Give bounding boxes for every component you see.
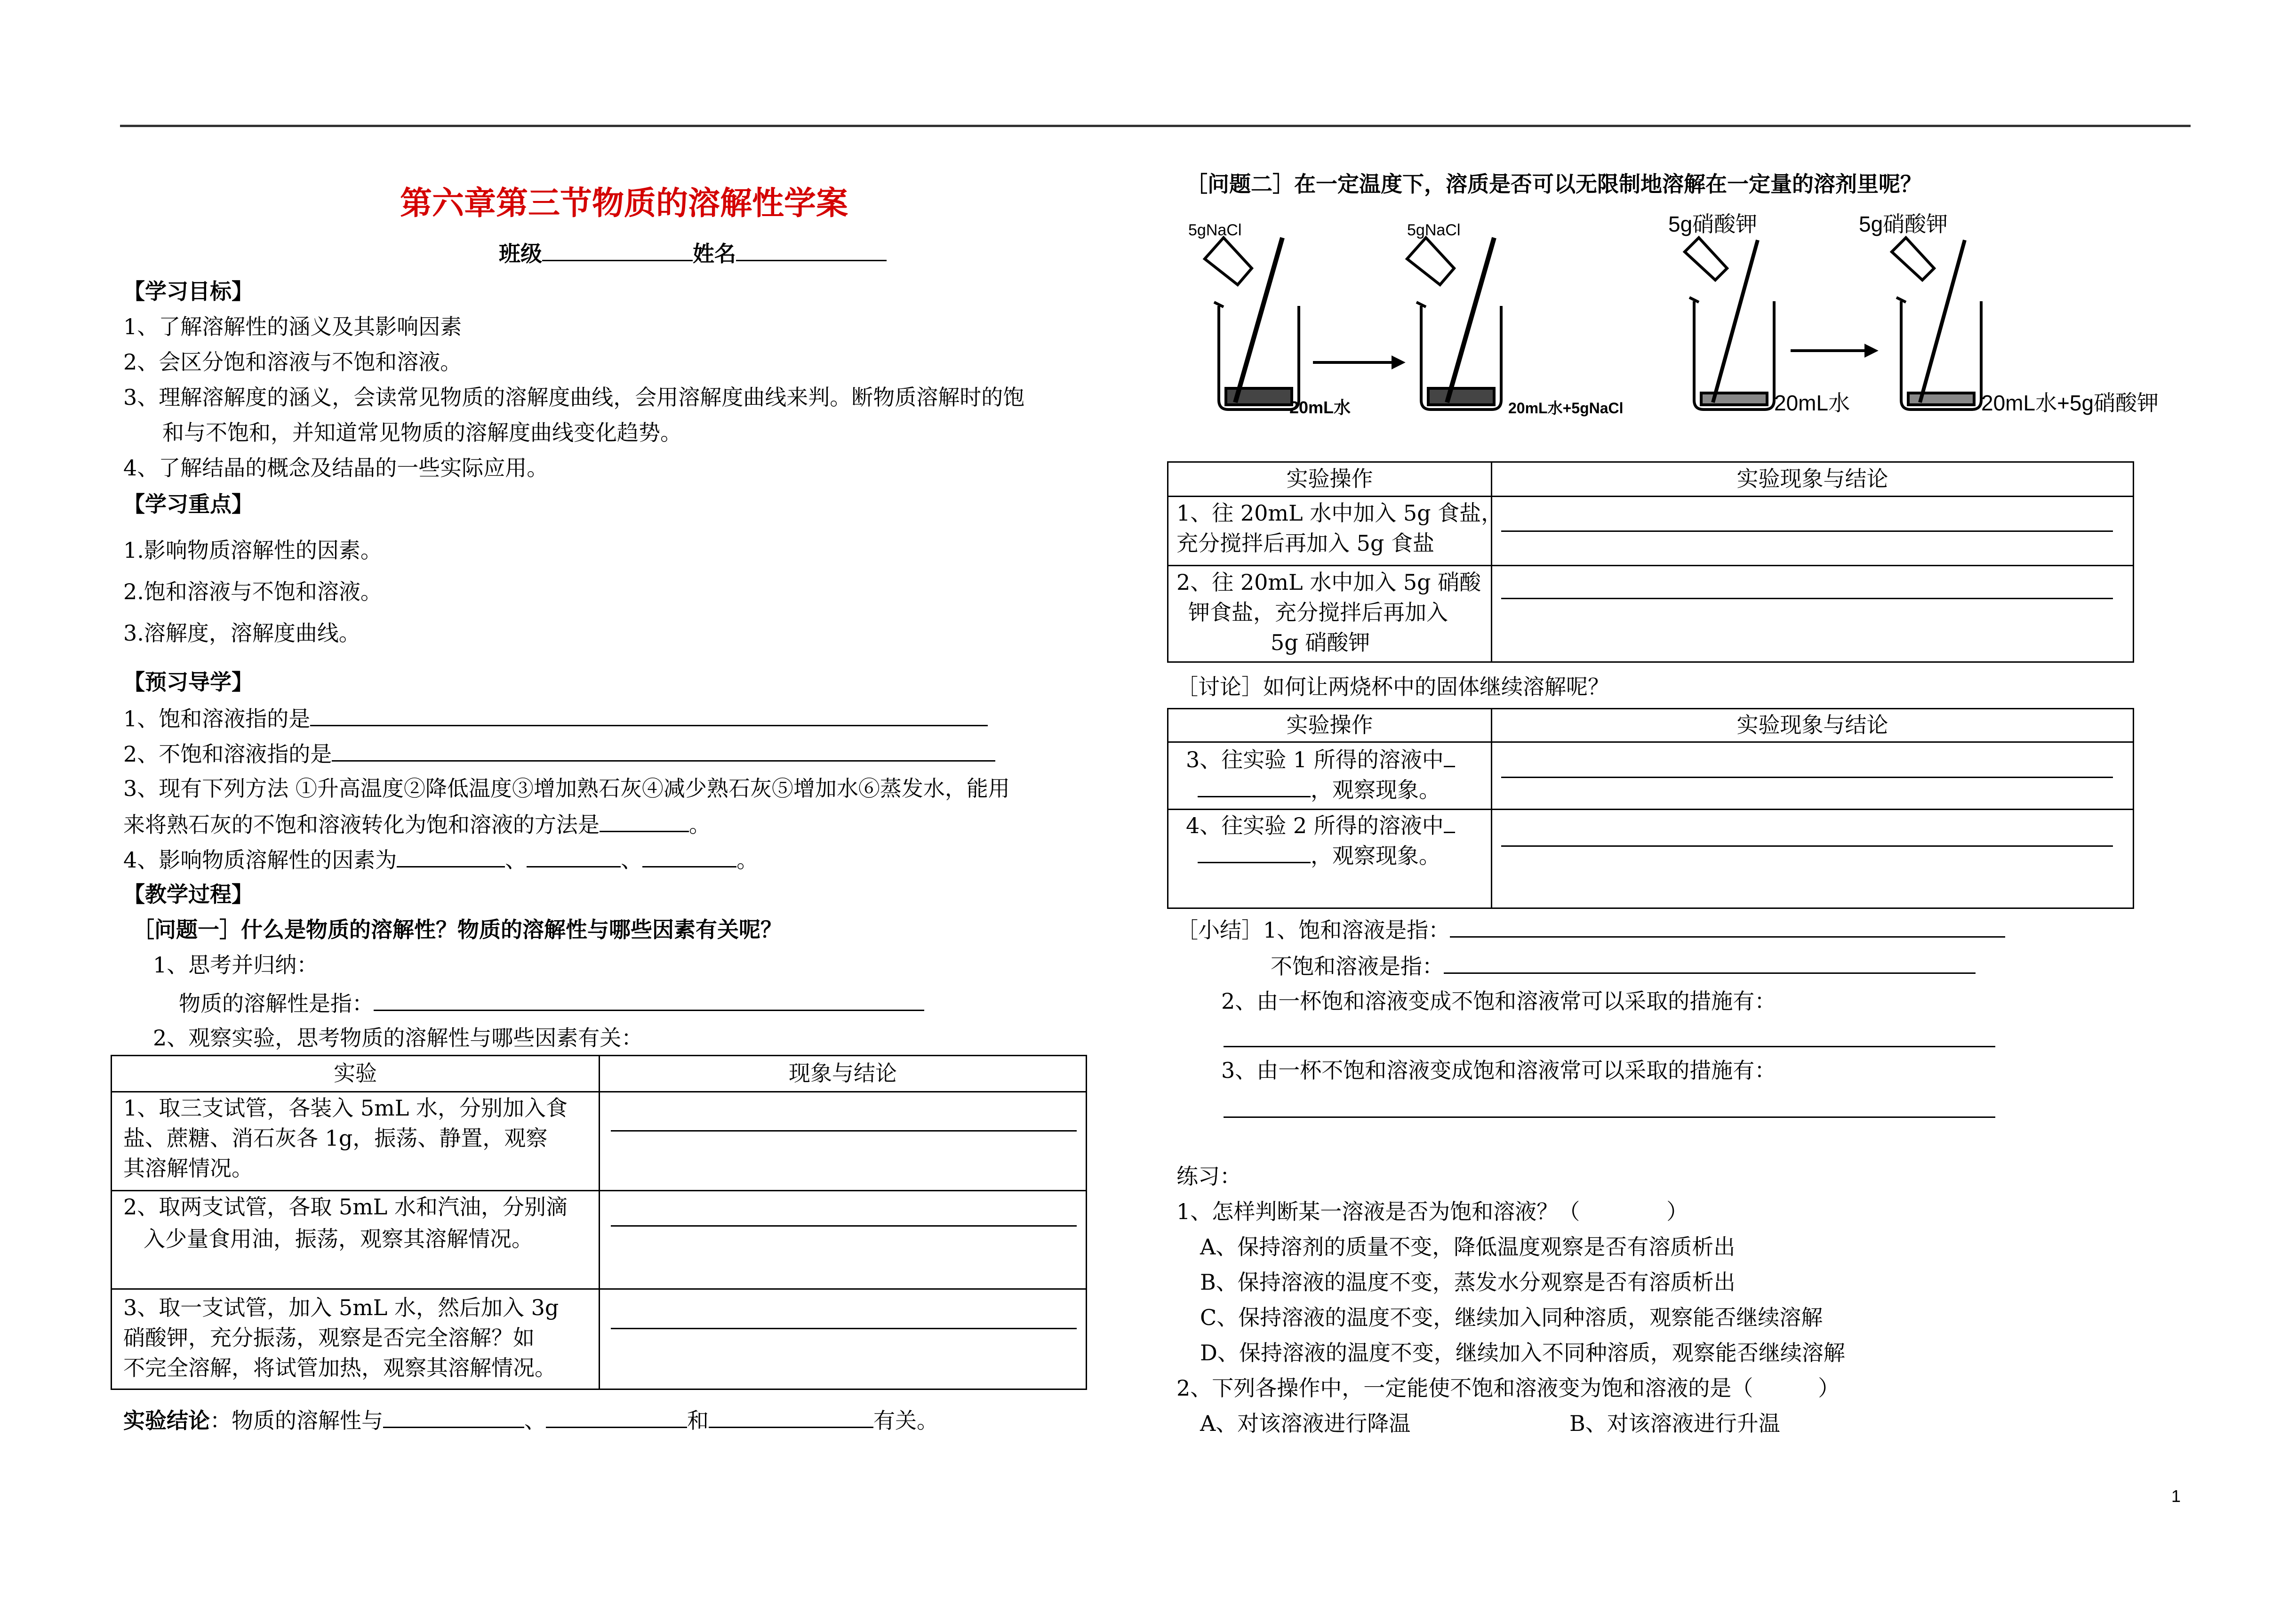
beaker-1 [1205,238,1299,410]
answer-line[interactable] [1501,777,2113,778]
key-point: 2.饱和溶液与不饱和溶液。 [123,579,382,604]
cell-text: ，观察现象。 [1311,777,1440,803]
goal-item: 和与不饱和，并知道常见物质的溶解度曲线变化趋势。 [162,420,682,445]
class-label: 班级 [499,241,542,266]
table-header: 实验现象与结论 [1736,712,1888,738]
answer-line[interactable] [1501,845,2113,847]
beaker-label: 20mL水+5gNaCl [1508,400,1624,417]
answer-line[interactable] [611,1328,1077,1329]
preview-item: 3、现有下列方法 ①升高温度②降低温度③增加熟石灰④减少熟石灰⑤增加水⑥蒸发水，能用 [123,776,1010,801]
preview-blank[interactable] [527,845,621,867]
q1-def-blank[interactable] [374,989,924,1011]
table-header: 实验 [334,1060,377,1086]
header-rule [120,125,2191,127]
question-one: ［问题一］什么是物质的溶解性？物质的溶解性与哪些因素有关呢？ [133,917,782,942]
question-two: ［问题二］在一定温度下，溶质是否可以无限制地溶解在一定量的溶剂里呢？ [1186,171,1922,197]
summary-blank[interactable] [1444,952,1976,974]
arrow-icon [1791,346,1875,355]
cell-blank[interactable] [1444,745,1455,767]
table-cell: 不完全溶解，将试管加热，观察其溶解情况。 [123,1355,556,1381]
preview-item [123,845,758,874]
conclusion-label: 实验结论 [123,1408,210,1433]
cell-blank[interactable] [1444,811,1455,833]
preview-blank[interactable] [332,739,995,762]
table-header: 实验操作 [1286,712,1373,738]
key-heading: 【学习重点】 [123,491,253,517]
summary-item: 3、由一杯不饱和溶液变成饱和溶液常可以采取的措施有： [1221,1058,1776,1083]
beaker-label: 20mL水 [1289,398,1351,417]
goals-heading: 【学习目标】 [123,279,253,304]
answer-line[interactable] [1224,1046,1995,1047]
conclusion-text: ：物质的溶解性与 [210,1408,383,1433]
summary-item [1271,952,1976,980]
punct: 、 [621,847,643,873]
conclusion-end: 有关。 [873,1408,938,1433]
class-name-line [499,239,887,267]
practice-question: 2、下列各操作中，一定能使不饱和溶液变为饱和溶液的是（ ） [1176,1375,1840,1401]
table-header: 现象与结论 [789,1060,897,1086]
q1-step2: 2、观察实验，思考物质的溶解性与哪些因素有关： [153,1025,643,1051]
table-cell: 2、往 20mL 水中加入 5g 硝酸 [1176,570,1481,595]
punct: 和 [687,1408,709,1433]
table-header: 实验现象与结论 [1736,466,1888,491]
table-header: 实验操作 [1286,466,1373,491]
process-heading: 【教学过程】 [123,882,253,907]
practice-option[interactable]: C、保持溶液的温度不变，继续加入同种溶质，观察能否继续溶解 [1200,1305,1823,1330]
summary-item: 2、由一杯饱和溶液变成不饱和溶液常可以采取的措施有： [1221,988,1776,1014]
beaker-label: 5g硝酸钾 [1668,212,1758,236]
practice-option[interactable]: B、对该溶液进行升温 [1569,1411,1780,1436]
answer-line[interactable] [1224,1116,1995,1118]
goal-item: 1、了解溶解性的涵义及其影响因素 [123,314,462,339]
preview-blank[interactable] [310,704,988,726]
key-point: 3.溶解度，溶解度曲线。 [123,620,360,646]
punct: 、 [505,847,527,873]
answer-line[interactable] [1501,598,2113,599]
preview-item [123,810,711,838]
table-cell: 3、取一支试管，加入 5mL 水，然后加入 3g [123,1295,559,1320]
q1-step1: 1、思考并归纳： [153,952,319,978]
cell-text: 3、往实验 1 所得的溶液中 [1186,747,1444,772]
answer-line[interactable] [611,1225,1077,1227]
q1-def-label: 物质的溶解性是指： [179,991,374,1016]
answer-line[interactable] [611,1130,1077,1132]
goal-item: 3、理解溶解度的涵义，会读常见物质的溶解度曲线，会用溶解度曲线来判。断物质溶解时的饱 [123,385,1025,410]
preview-item [123,704,988,732]
key-point: 1.影响物质溶解性的因素。 [123,538,382,563]
table-cell: 5g 硝酸钾 [1271,630,1370,655]
cell-text: ，观察现象。 [1311,843,1440,868]
summary-text: ［小结］1、饱和溶液是指： [1176,917,1450,943]
goal-item: 4、了解结晶的概念及结晶的一些实际应用。 [123,455,549,481]
beaker-3 [1685,238,1774,410]
table-cell: 其溶解情况。 [123,1156,253,1181]
table-cell [1198,841,1440,871]
goal-item: 2、会区分饱和溶液与不饱和溶液。 [123,349,462,375]
page-title: 第六章第三节物质的溶解性学案 [400,185,848,222]
preview-text: 来将熟石灰的不饱和溶液转化为饱和溶液的方法是 [123,812,600,837]
discussion: ［讨论］如何让两烧杯中的固体继续溶解呢？ [1176,674,1609,699]
cell-blank[interactable] [1198,841,1311,863]
practice-option[interactable]: A、对该溶液进行降温 [1200,1411,1411,1436]
table-cell: 1、取三支试管，各装入 5mL 水，分别加入食 [123,1095,568,1121]
preview-text: 1、饱和溶液指的是 [123,706,311,731]
preview-item [123,739,995,768]
beaker-label: 5gNaCl [1188,221,1242,239]
beaker-label: 20mL水 [1774,391,1850,415]
punct: 。 [689,812,711,837]
preview-blank[interactable] [600,810,689,832]
name-label: 姓名 [693,241,736,266]
beaker-4 [1892,238,1981,410]
preview-blank[interactable] [642,845,736,867]
summary-item [1176,915,2005,944]
name-blank[interactable] [736,239,887,261]
table-cell [1186,745,1455,775]
conclusion-blank[interactable] [709,1406,873,1428]
class-blank[interactable] [542,239,693,261]
preview-heading: 【预习导学】 [123,669,253,695]
q1-definition [179,989,924,1017]
summary-text: 不饱和溶液是指： [1271,954,1444,979]
practice-option[interactable]: B、保持溶液的温度不变，蒸发水分观察是否有溶质析出 [1200,1269,1736,1295]
table-cell: 充分搅拌后再加入 5g 食盐 [1176,530,1434,556]
table-cell: 1、往 20mL 水中加入 5g 食盐， [1176,500,1503,526]
conclusion-blank[interactable] [383,1406,524,1428]
table-cell: 硝酸钾，充分振荡，观察是否完全溶解？如 [123,1325,535,1350]
experiment-conclusion [123,1406,938,1434]
beaker-label: 20mL水+5g硝酸钾 [1981,391,2159,415]
beaker-label: 5gNaCl [1407,221,1461,239]
practice-question: 1、怎样判断某一溶液是否为饱和溶液？（ ） [1176,1199,1688,1224]
summary-blank[interactable] [1450,915,2005,938]
cell-blank[interactable] [1198,775,1311,797]
table-cell: 2、取两支试管，各取 5mL 水和汽油，分别滴 [123,1194,568,1220]
conclusion-blank[interactable] [546,1406,687,1428]
beaker-label: 5g硝酸钾 [1859,212,1948,236]
preview-text: 4、影响物质溶解性的因素为 [123,847,397,873]
arrow-icon [1313,358,1402,367]
beaker-2 [1407,238,1501,410]
preview-text: 2、不饱和溶液指的是 [123,741,332,767]
preview-blank[interactable] [397,845,505,867]
answer-line[interactable] [1501,530,2113,532]
table-cell [1198,775,1440,805]
table-cell: 盐、蔗糖、消石灰各 1g，振荡、静置，观察 [123,1125,548,1151]
practice-heading: 练习： [1176,1164,1241,1189]
table-cell: 钾食盐，充分搅拌后再加入 [1188,600,1448,625]
practice-option[interactable]: D、保持溶液的温度不变，继续加入不同种溶质，观察能否继续溶解 [1200,1340,1845,1365]
cell-text: 4、往实验 2 所得的溶液中 [1186,813,1444,838]
punct: 、 [524,1408,546,1433]
practice-option[interactable]: A、保持溶剂的质量不变，降低温度观察是否有溶质析出 [1200,1234,1736,1260]
page-number: 1 [2171,1486,2181,1506]
punct: 。 [736,847,759,873]
table-cell: 入少量食用油，振荡，观察其溶解情况。 [144,1226,533,1252]
table-cell [1186,811,1455,841]
